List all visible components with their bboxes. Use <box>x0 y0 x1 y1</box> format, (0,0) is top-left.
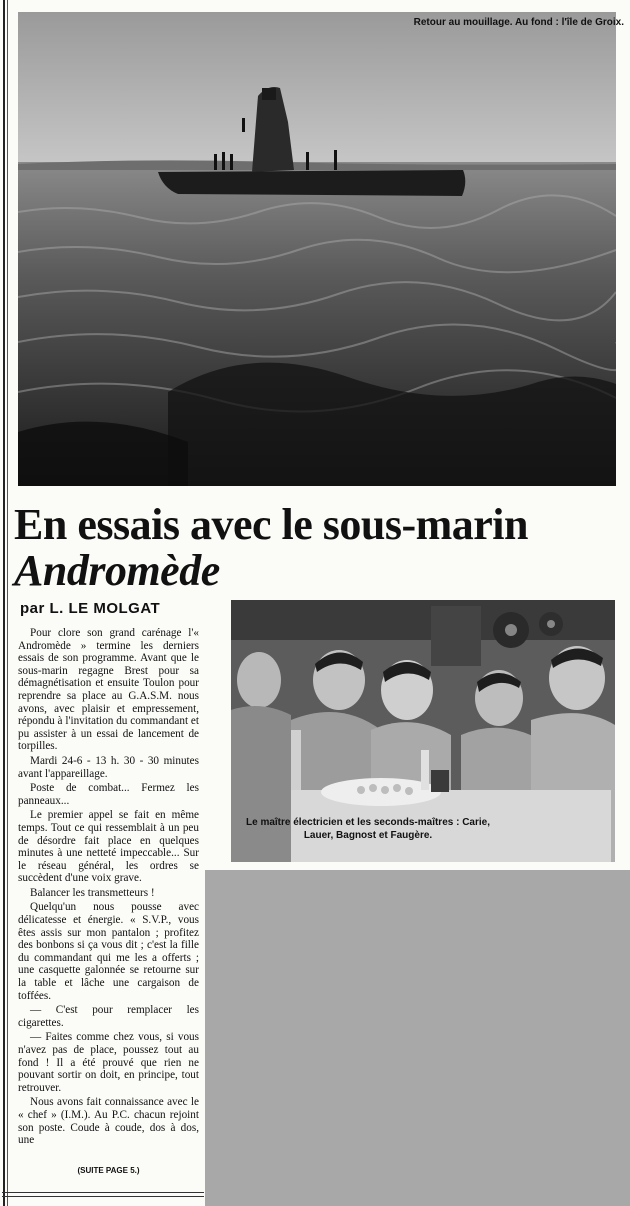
article-paragraph: — Faites comme chez vous, si vous n'avez pas de place, poussez tout au fond ! Il a été prouvé que rien ne pouvant sortir on doit, en principe, tout retrouver. <box>18 1031 199 1094</box>
article-paragraph: Poste de combat... Fermez les panneaux... <box>18 782 199 807</box>
bottom-rule-2 <box>2 1196 204 1197</box>
blank-area <box>205 870 630 1206</box>
crew-photo-caption: Le maître électricien et les seconds-maîtres : Carie, Lauer, Bagnost et Faugère. <box>246 817 490 841</box>
headline <box>14 502 624 594</box>
continuation-note: (SUITE PAGE 5.) <box>77 1166 140 1175</box>
submarine-photo <box>18 12 616 486</box>
column-rule-inner <box>7 0 8 1206</box>
byline: par L. LE MOLGAT <box>20 600 161 617</box>
photo-top-caption: Retour au mouillage. Au fond : l'île de Groix. <box>413 17 624 28</box>
bottom-rule <box>2 1192 204 1193</box>
article-paragraph: Le premier appel se fait en même temps. Tout ce qui ressemblait à un peu de désordre fait place en quelques minutes à une netteté impeccable... Sur le réseau général, les ordres se succèdent d'une voix grave. <box>18 809 199 885</box>
article-paragraph: — C'est pour remplacer les cigarettes. <box>18 1004 199 1029</box>
headline-line1: En essais avec le sous-marin <box>14 500 528 549</box>
article-paragraph: Mardi 24-6 - 13 h. 30 - 30 minutes avant l'appareillage. <box>18 754 199 780</box>
article-paragraph: Nous avons fait connaissance avec le « chef » (I.M.). Au P.C. chacun rejoint son poste. Coude à coude, dos à dos, une <box>18 1096 199 1147</box>
headline-line2: Andromède <box>14 546 220 595</box>
article-paragraph: Pour clore son grand carénage l'« Andromède » termine les derniers essais de son programme. Avant que le sous-marin regagne Brest pour sa démagnétisation et ensuite Toulon pour reprendre sa place au G.A.S.M. nous avons, avec plaisir et empressement, répondu à l'invitation du commandant et pu assister à un essai de lancement de torpilles. <box>18 627 199 753</box>
article-paragraph: Balancer les transmetteurs ! <box>30 886 155 899</box>
article-column <box>18 627 199 1149</box>
article-paragraph: Quelqu'un nous pousse avec délicatesse et énergie. « S.V.P., vous êtes assis sur mon pantalon ; profitez des bonbons si ça vous dit ; c'est la fille du commandant qui me les a offerts ; une casquette galonnée se retourne sur la table et lâche une cargaison de toffées. <box>18 901 199 1002</box>
column-rule <box>3 0 5 1206</box>
